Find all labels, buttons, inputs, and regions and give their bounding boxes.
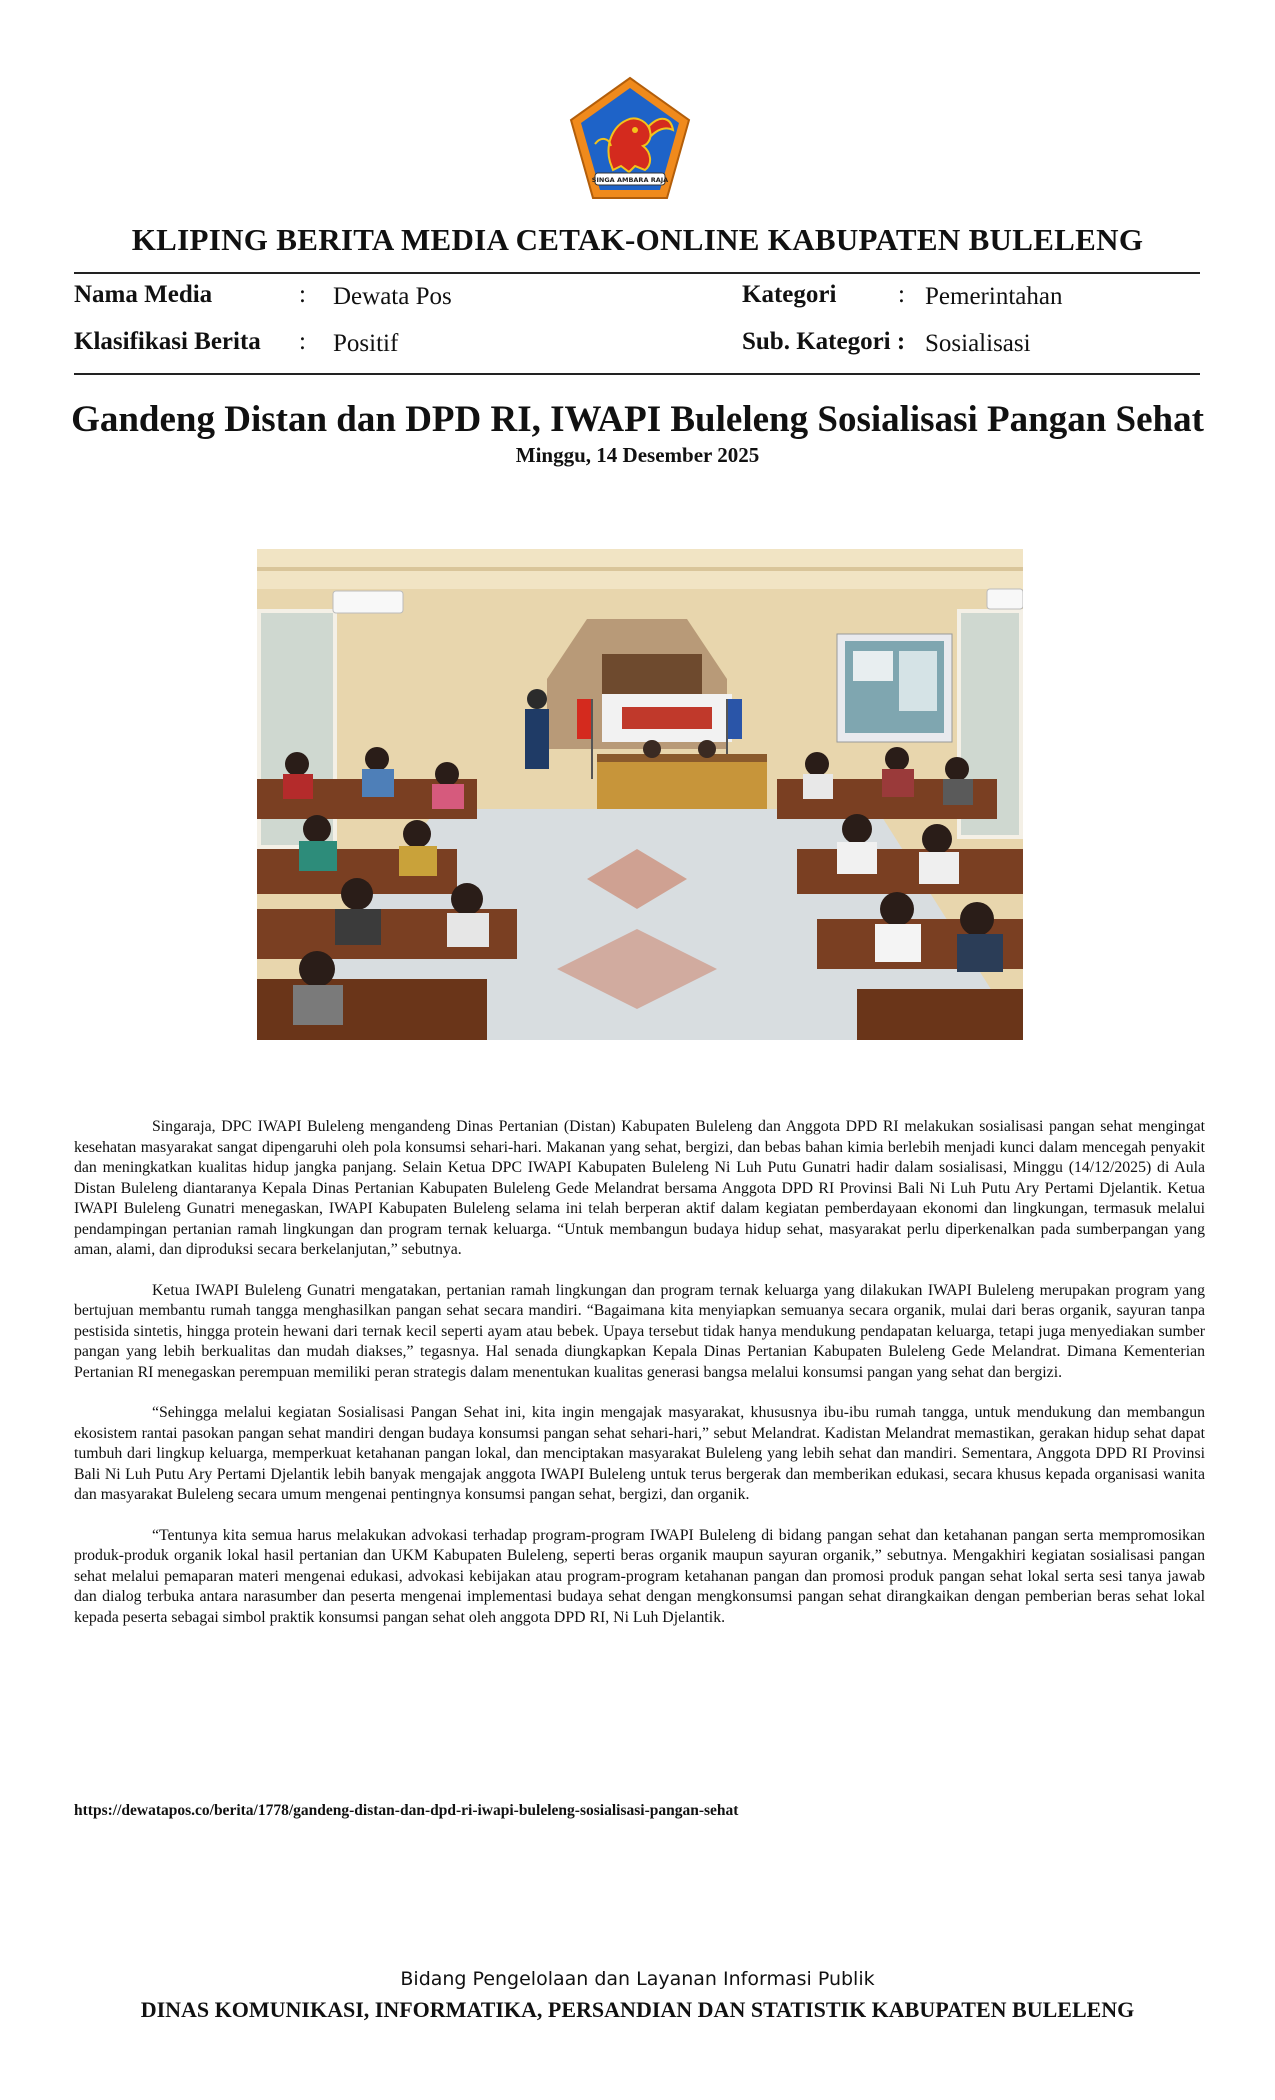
article-paragraph: Singaraja, DPC IWAPI Buleleng mengandeng Dinas Pertanian (Distan) Kabupaten Buleleng dan Anggota DPD RI melakukan sosialisasi pangan sehat mengingat kesehatan masyarakat sangat dipengaruhi oleh pola konsumsi sehari-hari. Makanan yang sehat, bergizi, dan bebas bahan kimia berlebih menjadi kunci dalam mencegah penyakit dan meningkatkan kualitas hidup jangka panjang. Selain Ketua DPC IWAPI Kabupaten Buleleng Ni Luh Putu Gunatri hadir dalam sosialisasi, Minggu (14/12/2025) di Aula Distan Buleleng diantaranya Kepala Dinas Pertanian Kabupaten Buleleng Gede Melandrat bersama Anggota DPD RI Provinsi Bali Ni Luh Putu Ary Pertami Djelantik. Ketua IWAPI Buleleng Gunatri menegaskan, IWAPI Kabupaten Buleleng selama ini telah berperan aktif dalam kegiatan pemberdayaan ekonomi dan lingkungan, termasuk melalui pendampingan pertanian ramah lingkungan dan program ternak keluarga. “Untuk membangun budaya hidup sehat, masyarakat perlu diperkenalkan pada sumberpangan yang aman, alami, dan diproduksi secara berkelanjutan,” sebutnya. (74, 1118, 1205, 1258)
subkategori-value: Sosialisasi (925, 330, 1031, 357)
klasifikasi-label: Klasifikasi Berita (74, 328, 261, 355)
article-body (74, 1117, 1205, 1648)
article-date: Minggu, 14 Desember 2025 (515, 443, 760, 467)
klasifikasi-colon: : (299, 328, 306, 355)
kategori-value: Pemerintahan (925, 283, 1063, 310)
subkategori-label: Sub. Kategori : (742, 328, 906, 355)
kategori-colon: : (898, 281, 905, 308)
kategori-label: Kategori (742, 281, 837, 308)
article-paragraph: Ketua IWAPI Buleleng Gunatri mengatakan, pertanian ramah lingkungan dan program ternak keluarga yang dilakukan IWAPI Buleleng merupakan program yang bertujuan membantu rumah tangga menghasilkan pangan sehat secara mandiri. “Bagaimana kita menyiapkan semuanya secara organik, mulai dari beras organik, sayuran tanpa pestisida sintetis, hingga protein hewani dari ternak kecil seperti ayam atau bebek. Upaya tersebut tidak hanya mendukung pendapatan keluarga, tetapi juga menyediakan sumber pangan yang lebih berkualitas dan mudah diakses,” tegasnya. Hal senada diungkapkan Kepala Dinas Pertanian Kabupaten Buleleng Gede Melandrat. Dimana Kementerian Pertanian RI menegaskan perempuan memiliki peran strategis dalam menentukan kualitas generasi bangsa melalui konsumsi pangan yang sehat dan bergizi. (74, 1281, 1205, 1381)
article-paragraph: “Sehingga melalui kegiatan Sosialisasi Pangan Sehat ini, kita ingin mengajak masyarakat, khususnya ibu-ibu rumah tangga, untuk mendukung dan membangun ekosistem rantai pasokan pangan sehat mandiri dengan budaya konsumsi pangan sehat sehari-hari,” sebut Melandrat. Kadistan Melandrat memastikan, gerakan hidup sehat dapat tumbuh dari lingkup keluarga, memperkuat ketahanan pangan lokal, dan menciptakan masyarakat Buleleng yang lebih sehat dan mandiri. Sementara, Anggota DPD RI Provinsi Bali Ni Luh Putu Ary Pertami Djelantik lebih banyak mengajak anggota IWAPI Buleleng untuk terus bergerak dan memberikan edukasi, secara khusus kepada organisasi wanita dan masyarakat Buleleng secara umum mengenai pentingnya konsumsi pangan sehat, bergizi, dan organik. (74, 1404, 1205, 1503)
source-link[interactable]: https://dewatapos.co/berita/1778/gandeng-distan-dan-dpd-ri-iwapi-buleleng-sosialisasi-pangan-sehat (74, 1802, 739, 1819)
header-rule-bottom (74, 373, 1200, 375)
header-rule-top (74, 272, 1200, 274)
klasifikasi-value: Positif (333, 330, 399, 357)
article-paragraph: “Tentunya kita semua harus melakukan advokasi terhadap program-program IWAPI Buleleng di bidang pangan sehat dan ketahanan pangan serta mempromosikan produk-produk organik lokal hasil pertanian dan UKM Kabupaten Buleleng, seperti beras organik maupun sayuran organik,” sebutnya. Mengakhiri kegiatan sosialisasi pangan sehat melalui pemaparan materi mengenai edukasi, advokasi kebijakan atau program-program ketahanan pangan dan promosi produk pangan sehat lokal serta sesi tanya jawab dan dialog terbuka antara narasumber dan peserta mengenai implementasi budaya sehat dengan mengkonsumsi pangan sehat dirangkaikan dengan pemberian beras sehat lokal kepada peserta sebagai simbol praktik konsumsi pangan sehat oleh anggota DPD RI, Ni Luh Djelantik. (74, 1526, 1205, 1626)
clipping-title: KLIPING BERITA MEDIA CETAK-ONLINE KABUPATEN BULELENG (131, 222, 1144, 257)
footer-agency: DINAS KOMUNIKASI, INFORMATIKA, PERSANDIAN DAN STATISTIK KABUPATEN BULELENG (140, 1997, 1135, 2022)
footer-division: Bidang Pengelolaan dan Layanan Informasi Publik (400, 1968, 875, 1990)
article-title: Gandeng Distan dan DPD RI, IWAPI Buleleng Sosialisasi Pangan Sehat (71, 399, 1204, 440)
article-photo (257, 549, 1023, 1040)
logo-motto: SINGA AMBARA RAJA (591, 176, 669, 184)
media-label: Nama Media (74, 281, 213, 308)
media-colon: : (299, 281, 306, 308)
buleleng-logo (565, 74, 695, 202)
media-value: Dewata Pos (333, 283, 452, 310)
